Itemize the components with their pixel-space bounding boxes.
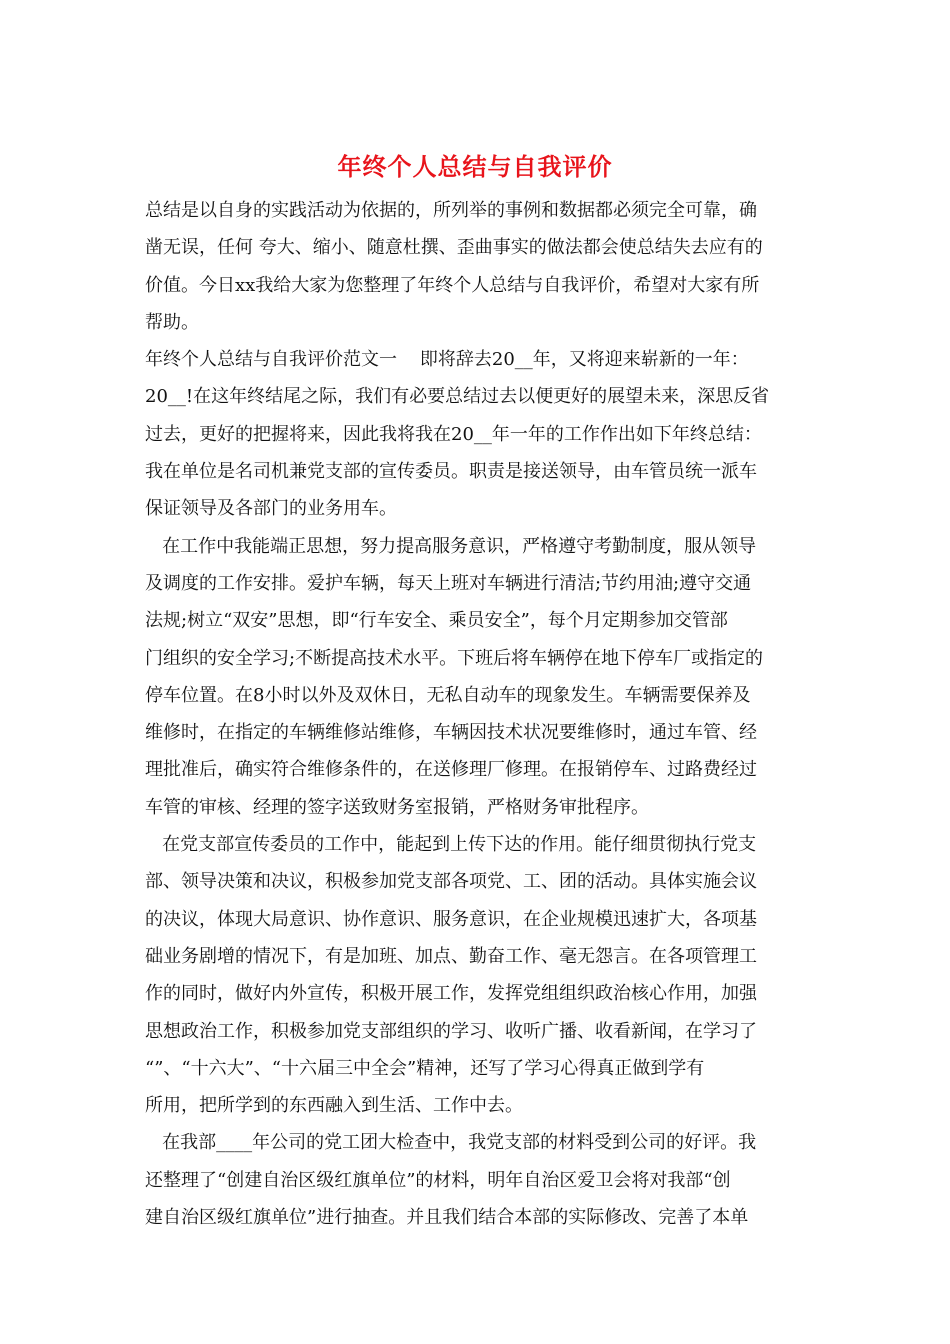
text-line: 思想政治工作，积极参加党支部组织的学习、收听广播、收看新闻，在学习了 (145, 1020, 757, 1042)
text-line: 在我部____年公司的党工团大检查中，我党支部的材料受到公司的好评。我 (145, 1132, 757, 1154)
text-line: 停车位置。在8小时以外及双休日，无私自动车的现象发生。车辆需要保养及 (145, 684, 751, 706)
text-line: 部、领导决策和决议，积极参加党支部各项党、工、团的活动。具体实施会议 (145, 871, 757, 893)
text-line: 年终个人总结与自我评价范文一 即将辞去20__年，又将迎来崭新的一年： (145, 349, 749, 371)
text-line: 维修时，在指定的车辆维修站维修，车辆因技术状况要维修时，通过车管、经 (145, 722, 757, 744)
text-line: 车管的审核、经理的签字送致财务室报销，严格财务审批程序。 (145, 796, 649, 818)
text-line: 帮助。 (145, 311, 199, 333)
text-line: 所用，把所学到的东西融入到生活、工作中去。 (145, 1095, 523, 1117)
text-line: 20__!在这年终结尾之际，我们有必要总结过去以便更好的展望未来，深思反省 (145, 386, 770, 408)
text-line: 总结是以自身的实践活动为依据的，所列举的事例和数据都必须完全可靠，确 (145, 200, 757, 221)
text-line: 凿无误，任何 夸大、缩小、随意杜撰、歪曲事实的做法都会使总结失去应有的 (145, 237, 763, 259)
text-line: “”、“十六大”、“十六届三中全会”精神，还写了学习心得真正做到学有 (145, 1057, 705, 1079)
text-line: 在党支部宣传委员的工作中，能起到上传下达的作用。能仔细贯彻执行党支 (145, 834, 757, 856)
text-line: 我在单位是名司机兼党支部的宣传委员。职责是接送领导，由车管员统一派车 (145, 461, 757, 483)
text-line: 础业务剧增的情况下，有是加班、加点、勤奋工作、毫无怨言。在各项管理工 (145, 945, 757, 967)
text-line: 保证领导及各部门的业务用车。 (145, 498, 397, 520)
text-line: 及调度的工作安排。爱护车辆，每天上班对车辆进行清洁;节约用油;遵守交通 (145, 572, 752, 594)
text-line: 理批准后，确实符合维修条件的，在送修理厂修理。在报销停车、过路费经过 (145, 759, 757, 781)
document-body (145, 192, 810, 1236)
document-title: 年终个人总结与自我评价 (337, 152, 613, 181)
text-line: 价值。今日xx我给大家为您整理了年终个人总结与自我评价，希望对大家有所 (145, 274, 760, 296)
text-line: 的决议，体现大局意识、协作意识、服务意识，在企业规模迅速扩大，各项基 (145, 908, 757, 930)
text-line: 门组织的安全学习;不断提高技术水平。下班后将车辆停在地下停车厂或指定的 (145, 647, 764, 669)
text-line: 还整理了“创建自治区级红旗单位”的材料，明年自治区爱卫会将对我部“创 (145, 1169, 731, 1191)
text-line: 建自治区级红旗单位”进行抽查。并且我们结合本部的实际修改、完善了本单 (145, 1207, 749, 1229)
text-line: 法规;树立“双安”思想，即“行车安全、乘员安全”，每个月定期参加交管部 (145, 610, 728, 632)
text-line: 作的同时，做好内外宣传，积极开展工作，发挥党组组织政治核心作用，加强 (145, 983, 757, 1005)
text-line: 过去，更好的把握将来，因此我将我在20__年一年的工作作出如下年终总结： (145, 423, 762, 445)
text-line: 在工作中我能端正思想，努力提高服务意识，严格遵守考勤制度，服从领导 (145, 535, 757, 557)
